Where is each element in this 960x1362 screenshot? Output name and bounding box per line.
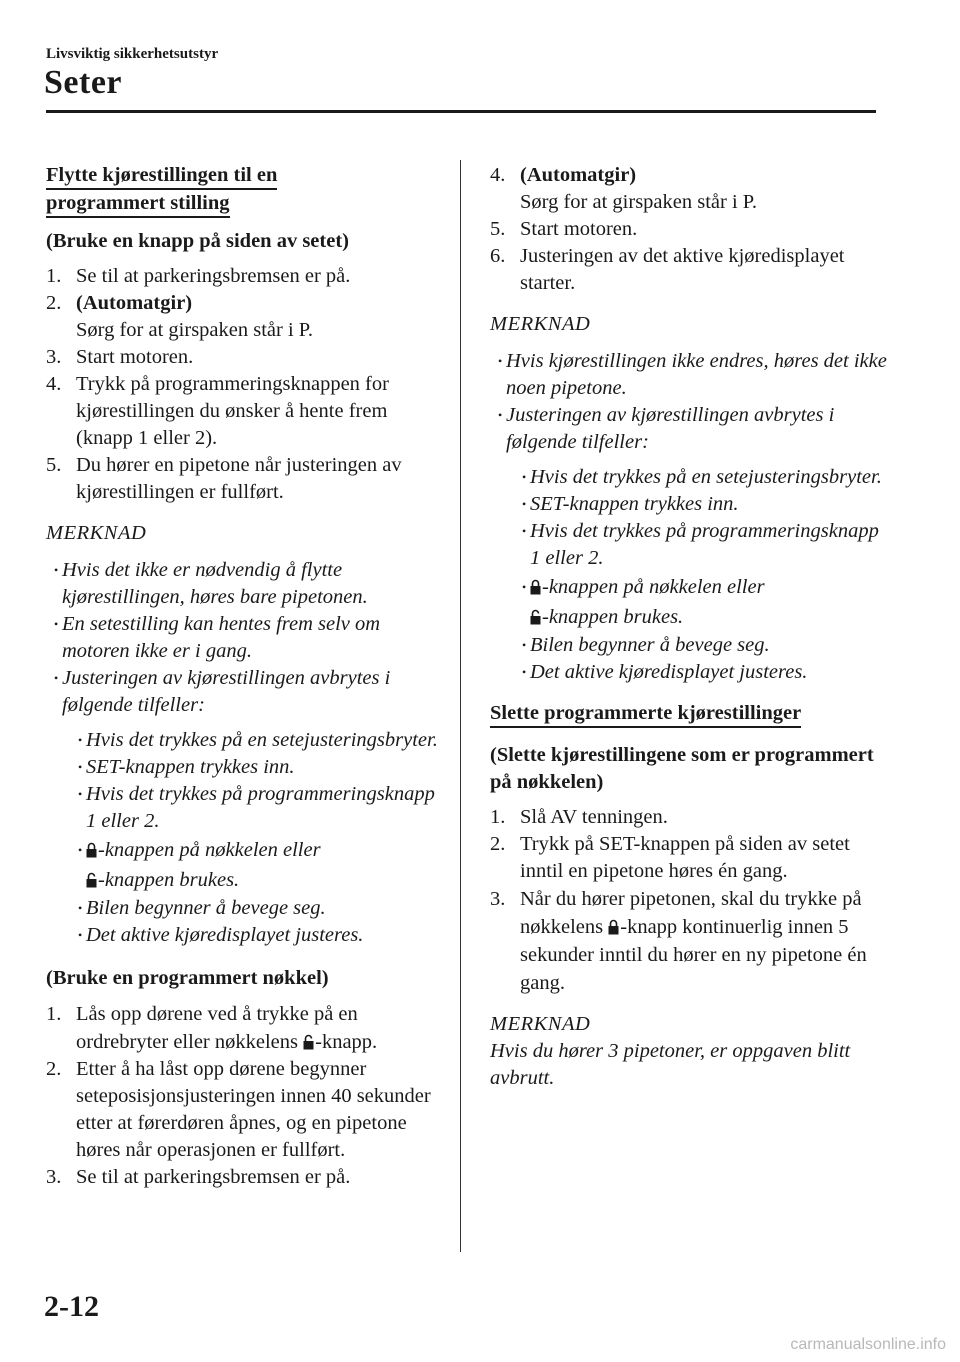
list-item: 4. (Automatgir) Sørg for at girspaken står i P. [490,164,758,213]
lock-icon [530,579,541,595]
list-item: 3. Se til at parkeringsbremsen er på. [46,1166,351,1188]
lock-icon [86,842,97,858]
subnotes-list [514,464,890,686]
list-item: 1. Slå AV tenningen. [490,806,668,828]
subheading-programmed-key: (Bruke en programmert nøkkel) [46,967,329,989]
note-item: • Hvis kjørestillingen ikke endres, høres det ikke noen pipetone. [490,348,890,402]
note-item: • En setestilling kan hentes frem selv om motoren ikke er i gang. [46,611,441,665]
note-item: • Bilen begynner å bevege seg. [70,895,441,922]
subnotes-list [70,727,441,949]
heading-delete-positions: Slette programmerte kjørestillinger [490,700,801,728]
note-item: • Bilen begynner å bevege seg. [514,632,890,659]
list-item: 3. Når du hører pipetonen, skal du trykke på nøkkelens -knapp kontinuerlig innen 5 sekunder inntil du hører en ny pipetone én gang. [490,888,867,994]
heading-move-position-line1: Flytte kjørestillingen til en [46,162,277,190]
note-item: • SET-knappen trykkes inn. [70,754,441,781]
list-item: 2. Etter å ha låst opp dørene begynner seteposisjonsjusteringen innen 40 sekunder etter at førerdøren åpnes, og en pipetone høres når operasjonen er fullført. [46,1058,431,1161]
list-item: 2. Trykk på SET-knappen på siden av setet inntil en pipetone høres én gang. [490,833,850,882]
final-note: Hvis du hører 3 pipetoner, er oppgaven blitt avbrutt. [490,1040,851,1089]
steps-seat-button [46,263,441,506]
section-kicker: Livsviktig sikkerhetsutstyr [46,46,219,62]
note-item: • Hvis det trykkes på en setejusteringsbryter. [70,727,441,754]
note-item: • Hvis det trykkes på en setejusteringsbryter. [514,464,890,491]
title-rule [46,110,876,113]
watermark: carmanualsonline.info [790,1336,946,1353]
list-item: 4. Trykk på programmeringsknappen for kjørestillingen du ønsker å hente frem (knapp 1 eller 2). [46,373,389,449]
steps-delete [490,804,890,997]
list-item: 5. Du hører en pipetone når justeringen av kjørestillingen er fullført. [46,454,402,503]
list-item: 1. Se til at parkeringsbremsen er på. [46,265,351,287]
list-item: 6. Justeringen av det aktive kjøredisplayet starter. [490,245,845,294]
note-item: • Det aktive kjøredisplayet justeres. [514,659,890,686]
page-title: Seter [44,64,123,101]
unlock-icon [530,609,541,625]
note-label: MERKNAD [490,313,591,335]
note-item: • Justeringen av kjørestillingen avbrytes i følgende tilfeller: [490,402,890,456]
steps-programmed-key [46,1000,441,1191]
note-item: • SET-knappen trykkes inn. [514,491,890,518]
list-item: 3. Start motoren. [46,346,194,368]
notes-list [490,348,890,456]
note-item: • -knappen på nøkkelen eller -knappen brukes. [514,572,890,632]
left-column [46,162,441,1191]
page-number: 2-12 [44,1290,99,1323]
note-item: • Hvis det trykkes på programmeringsknapp 1 eller 2. [70,781,441,835]
subheading-seat-button: (Bruke en knapp på siden av setet) [46,230,349,252]
lock-icon [608,919,619,935]
note-label: MERKNAD [46,522,147,544]
subheading-delete-on-key: (Slette kjørestillingene som er programmert på nøkkelen) [490,744,874,793]
unlock-icon [86,872,97,888]
list-item: 1. Lås opp dørene ved å trykke på en ordrebryter eller nøkkelens -knapp. [46,1003,378,1053]
list-item: 5. Start motoren. [490,218,638,240]
steps-seat-button-cont [490,162,890,297]
note-item: • Justeringen av kjørestillingen avbrytes i følgende tilfeller: [46,665,441,719]
note-item: • -knappen på nøkkelen eller -knappen brukes. [70,835,441,895]
list-item: 2. (Automatgir) Sørg for at girspaken står i P. [46,292,314,341]
note-item: • Hvis det ikke er nødvendig å flytte kjørestillingen, høres bare pipetonen. [46,557,441,611]
note-label: MERKNAD [490,1013,591,1035]
unlock-icon [303,1034,314,1050]
heading-move-position-line2: programmert stilling [46,190,230,218]
note-item: • Hvis det trykkes på programmeringsknapp 1 eller 2. [514,518,890,572]
notes-list [46,557,441,719]
note-item: • Det aktive kjøredisplayet justeres. [70,922,441,949]
column-divider [460,160,461,1252]
right-column [490,162,890,1092]
